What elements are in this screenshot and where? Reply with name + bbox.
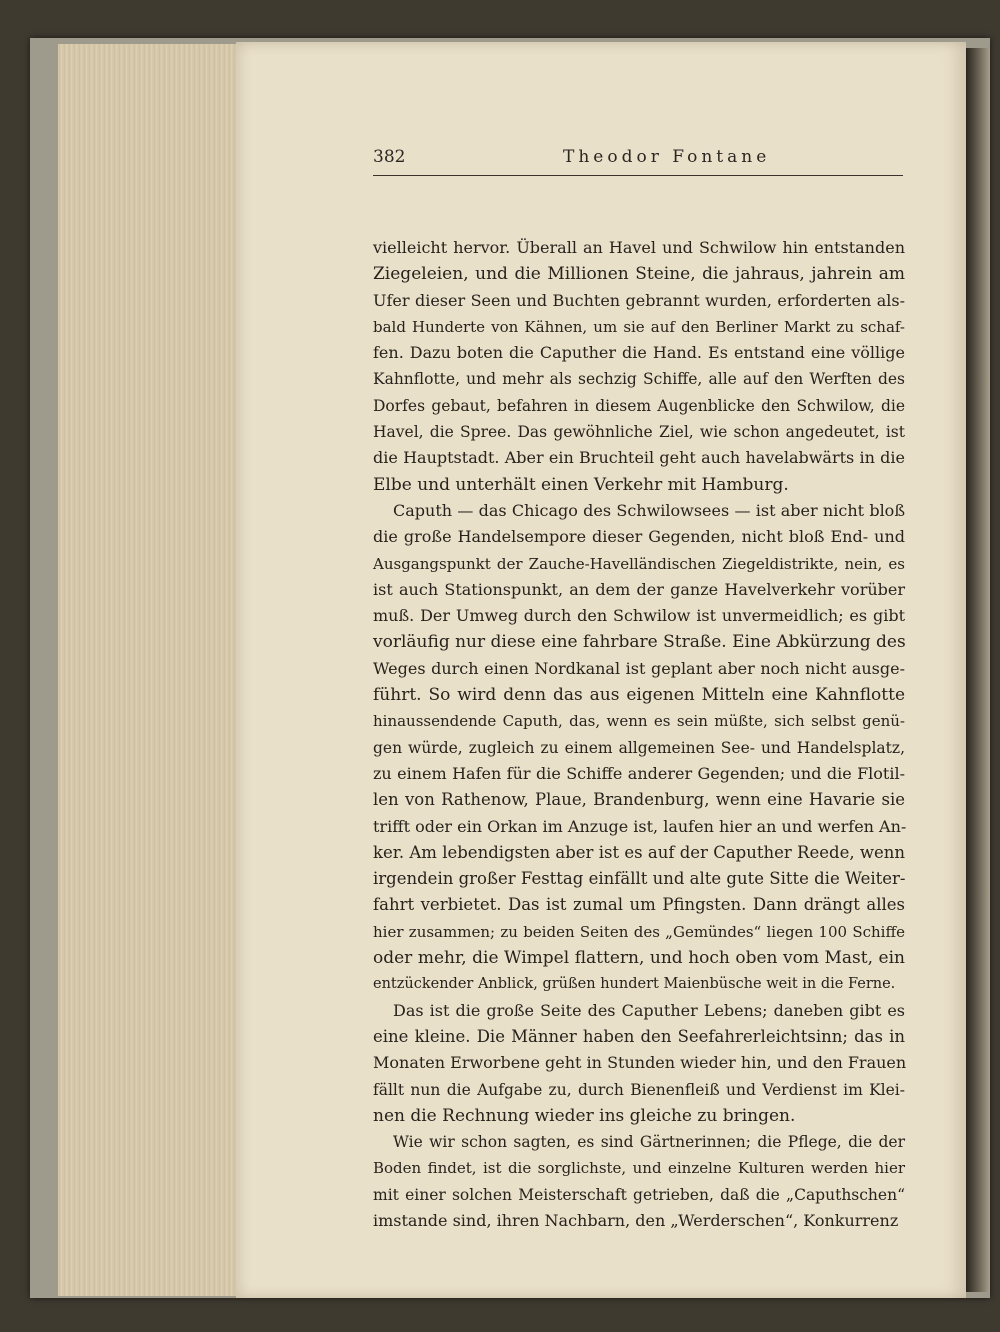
text-line: entzückender Anblick, grüßen hundert Maienbüsche weit in die Ferne. xyxy=(373,976,896,993)
text-line: Ziegeleien, und die Millionen Steine, die jahraus, jahrein am xyxy=(373,264,905,285)
running-head: Theodor Fontane xyxy=(563,147,771,167)
body-text xyxy=(373,235,905,1234)
book-page xyxy=(236,42,966,1298)
text-line: gen würde, zugleich zu einem allgemeinen See- und Handelsplatz, xyxy=(373,738,905,757)
text-line: zu einem Hafen für die Schiffe anderer Gegenden; und die Flotil- xyxy=(373,763,905,783)
text-line: hinaussendende Caputh, das, wenn es sein müßte, sich selbst genü- xyxy=(373,712,905,731)
paragraph xyxy=(373,498,905,998)
text-line: Dorfes gebaut, befahren in diesem Augenblicke den Schwilow, die xyxy=(373,396,905,415)
page-number: 382 xyxy=(373,147,406,167)
text-line: bald Hunderte von Kähnen, um sie auf den Berliner Markt zu schaf- xyxy=(373,317,905,336)
text-line: ist auch Stationspunkt, an dem der ganze Havelverkehr vorüber xyxy=(373,579,905,599)
text-line: Havel, die Spree. Das gewöhnliche Ziel, wie schon angedeutet, ist xyxy=(373,423,905,442)
text-line: Elbe und unterhält einen Verkehr mit Hamburg. xyxy=(373,474,789,495)
text-line: fällt nun die Aufgabe zu, durch Bienenfleiß und Verdienst im Klei- xyxy=(373,1080,905,1099)
paragraph xyxy=(373,235,905,498)
text-line: mit einer solchen Meisterschaft getrieben, daß die „Caputhschen“ xyxy=(373,1185,905,1204)
text-line: fen. Dazu boten die Caputher die Hand. Es entstand eine völlige xyxy=(373,343,905,363)
text-line: die große Handelsempore dieser Gegenden, nicht bloß End- und xyxy=(373,527,905,547)
text-line: oder mehr, die Wimpel flattern, und hoch oben vom Mast, ein xyxy=(373,948,905,969)
text-line: eine kleine. Die Männer haben den Seefahrerleichtsinn; das in xyxy=(373,1026,905,1046)
text-line: vielleicht hervor. Überall an Havel und Schwilow hin entstanden xyxy=(373,238,905,257)
next-page-edge xyxy=(966,48,990,1292)
page-edges xyxy=(58,44,237,1296)
text-line: Caputh — das Chicago des Schwilowsees — ist aber nicht bloß xyxy=(393,500,905,520)
text-line: irgendein großer Festtag einfällt und alte gute Sitte die Weiter- xyxy=(373,869,906,889)
text-line: Kahnflotte, und mehr als sechzig Schiffe, alle auf den Werften des xyxy=(373,370,905,389)
text-line: Ausgangspunkt der Zauche-Havelländischen Ziegeldistrikte, nein, es xyxy=(373,554,905,573)
text-line: trifft oder ein Orkan im Anzuge ist, laufen hier an und werfen An- xyxy=(373,816,907,836)
page-header xyxy=(373,145,903,176)
text-line: Monaten Erworbene geht in Stunden wieder hin, und den Frauen xyxy=(373,1053,907,1073)
text-line: Weges durch einen Nordkanal ist geplant aber noch nicht ausge- xyxy=(373,658,905,678)
text-line: muß. Der Umweg durch den Schwilow ist unvermeidlich; es gibt xyxy=(373,606,905,626)
text-line: führt. So wird denn das aus eigenen Mitteln eine Kahnflotte xyxy=(373,685,905,706)
text-line: imstande sind, ihren Nachbarn, den „Werderschen“, Konkurrenz xyxy=(373,1210,899,1230)
text-line: Boden findet, ist die sorglichste, und einzelne Kulturen werden hier xyxy=(373,1159,905,1178)
text-line: Wie wir schon sagten, es sind Gärtnerinnen; die Pflege, die der xyxy=(393,1133,905,1152)
text-line: vorläufig nur diese eine fahrbare Straße. Eine Abkürzung des xyxy=(373,632,906,653)
paragraph xyxy=(373,1129,905,1234)
text-line: Das ist die große Seite des Caputher Lebens; daneben gibt es xyxy=(393,1000,905,1020)
text-line: len von Rathenow, Plaue, Brandenburg, wenn eine Havarie sie xyxy=(373,790,905,810)
text-line: hier zusammen; zu beiden Seiten des „Gemündes“ liegen 100 Schiffe xyxy=(373,922,905,941)
text-line: nen die Rechnung wieder ins gleiche zu bringen. xyxy=(373,1105,796,1126)
text-line: fahrt verbietet. Das ist zumal um Pfingsten. Dann drängt alles xyxy=(373,895,905,915)
text-line: die Hauptstadt. Aber ein Bruchteil geht auch havelabwärts in die xyxy=(373,448,905,468)
text-line: Ufer dieser Seen und Buchten gebrannt wurden, erforderten als- xyxy=(373,290,905,310)
paragraph xyxy=(373,998,905,1129)
text-line: ker. Am lebendigsten aber ist es auf der Caputher Reede, wenn xyxy=(373,842,905,862)
